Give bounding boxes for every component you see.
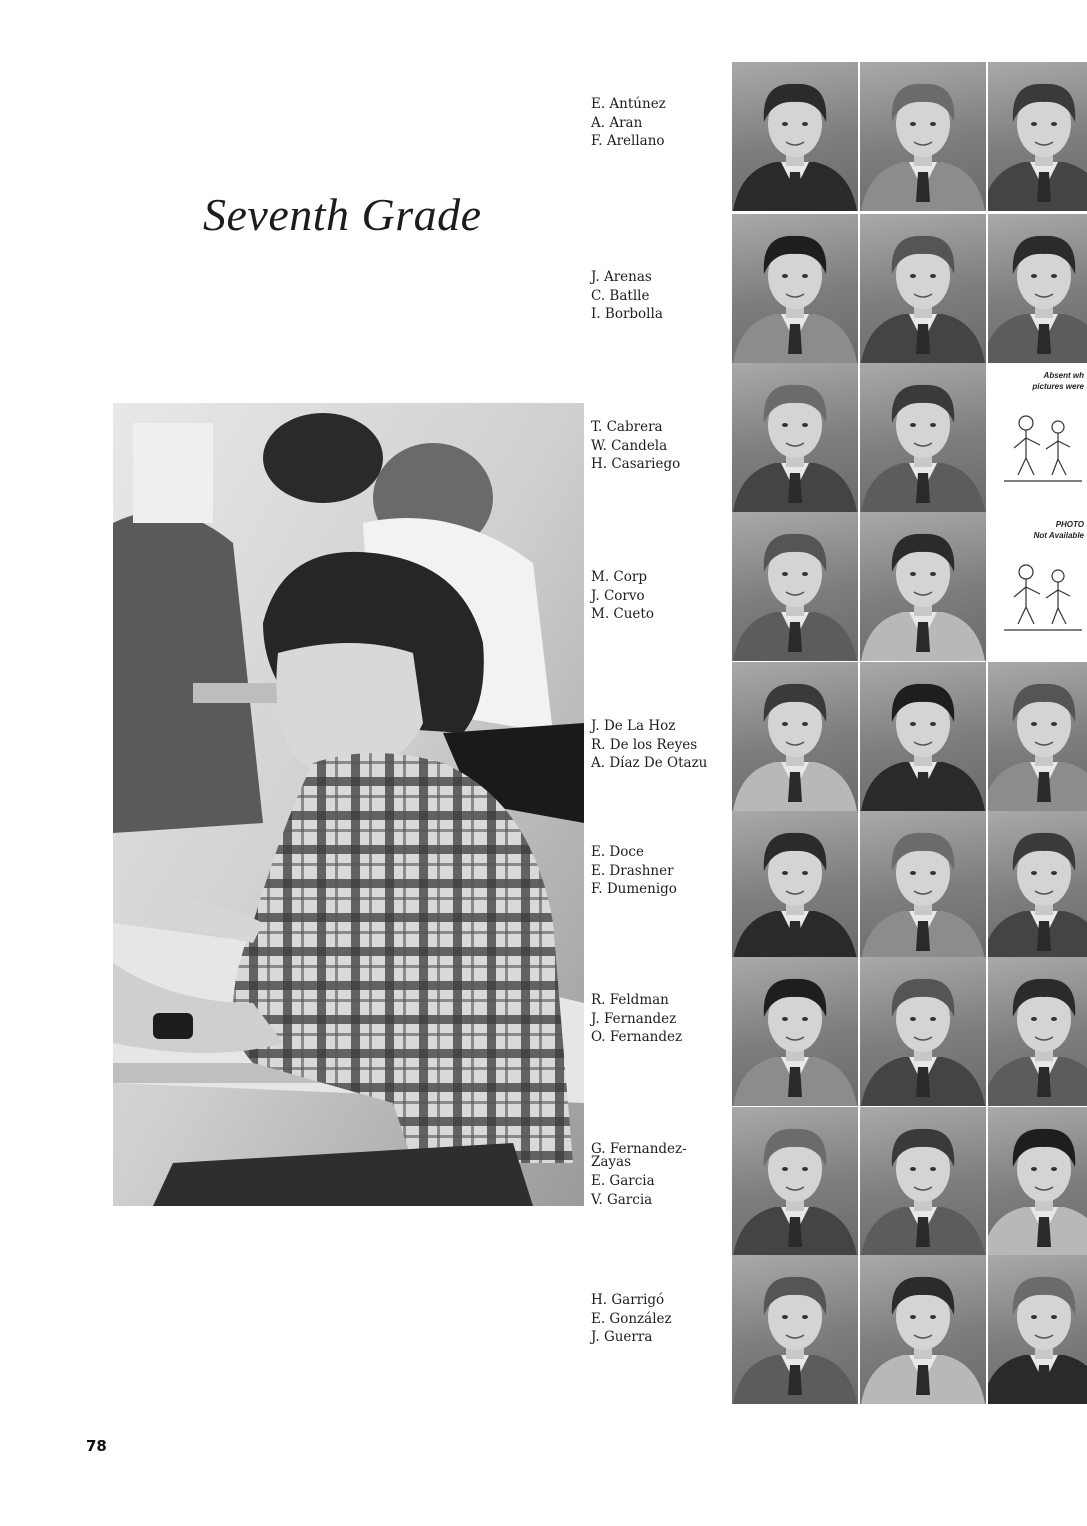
student-name: V. Garcia	[591, 1191, 653, 1208]
student-name: M. Cueto	[591, 606, 654, 622]
student-name: A. Díaz De Otazu	[591, 755, 708, 771]
name-list	[591, 418, 680, 474]
name-list	[591, 843, 677, 899]
student-portrait	[732, 957, 858, 1106]
student-portrait	[732, 214, 858, 363]
student-name: H. Garrigó	[591, 1292, 665, 1308]
student-portrait	[860, 1255, 986, 1404]
name-list	[591, 717, 707, 773]
student-name: E. González	[591, 1310, 672, 1327]
student-portrait	[860, 662, 986, 811]
student-portrait	[860, 363, 986, 512]
student-name: E. Drashner	[591, 862, 674, 879]
student-name: G. Fernandez-Zayas	[591, 1141, 687, 1170]
student-name: E. Doce	[591, 844, 644, 860]
name-list	[591, 991, 682, 1047]
student-name: T. Cabrera	[591, 419, 663, 435]
student-name: O. Fernandez	[591, 1029, 683, 1045]
page-number: 78	[86, 1437, 107, 1455]
name-list	[591, 1291, 672, 1347]
student-name: F. Arellano	[591, 133, 665, 149]
placeholder-caption: Not Available	[1033, 531, 1084, 540]
student-name: J. Arenas	[591, 269, 652, 285]
student-name: H. Casariego	[591, 456, 681, 472]
student-portrait	[732, 1255, 858, 1404]
placeholder-caption: pictures were	[1032, 382, 1084, 391]
student-name: R. Feldman	[591, 992, 669, 1008]
student-portrait	[988, 1107, 1087, 1256]
student-portrait	[988, 662, 1087, 811]
student-name: R. De los Reyes	[591, 736, 698, 753]
student-name: F. Dumenigo	[591, 881, 677, 897]
student-portrait	[988, 811, 1087, 960]
placeholder-caption: PHOTO	[1055, 520, 1084, 529]
photo-placeholder	[988, 363, 1087, 512]
student-name: J. Guerra	[591, 1329, 653, 1345]
name-list	[591, 95, 666, 151]
student-portrait	[988, 62, 1087, 211]
cartoon-sketch-icon	[996, 403, 1086, 493]
student-name: J. Fernandez	[591, 1010, 677, 1027]
photo-placeholder	[988, 512, 1087, 661]
name-list	[591, 1143, 711, 1209]
candid-classroom-photo	[113, 403, 584, 1206]
student-portrait	[988, 1255, 1087, 1404]
cartoon-sketch-icon	[996, 552, 1086, 642]
student-portrait	[732, 62, 858, 211]
page-title: Seventh Grade	[203, 189, 482, 240]
student-name: E. Garcia	[591, 1173, 655, 1189]
student-name: J. De La Hoz	[591, 718, 676, 734]
student-portrait	[988, 214, 1087, 363]
student-portrait	[860, 811, 986, 960]
student-name: J. Corvo	[591, 587, 645, 604]
name-list	[591, 268, 663, 324]
student-portrait	[860, 62, 986, 211]
student-portrait	[732, 1107, 858, 1256]
student-portrait	[732, 662, 858, 811]
student-name: E. Antúnez	[591, 96, 666, 112]
student-portrait	[732, 363, 858, 512]
student-portrait	[988, 957, 1087, 1106]
student-name: M. Corp	[591, 569, 647, 585]
student-name: C. Batlle	[591, 287, 650, 304]
student-name: I. Borbolla	[591, 306, 663, 322]
student-portrait	[860, 1107, 986, 1256]
student-portrait	[860, 214, 986, 363]
student-portrait	[732, 811, 858, 960]
student-name: W. Candela	[591, 437, 668, 454]
name-list	[591, 568, 654, 624]
placeholder-caption: Absent wh	[1043, 371, 1084, 380]
student-portrait	[860, 512, 986, 661]
student-name: A. Aran	[591, 114, 643, 131]
student-portrait	[860, 957, 986, 1106]
student-portrait	[732, 512, 858, 661]
